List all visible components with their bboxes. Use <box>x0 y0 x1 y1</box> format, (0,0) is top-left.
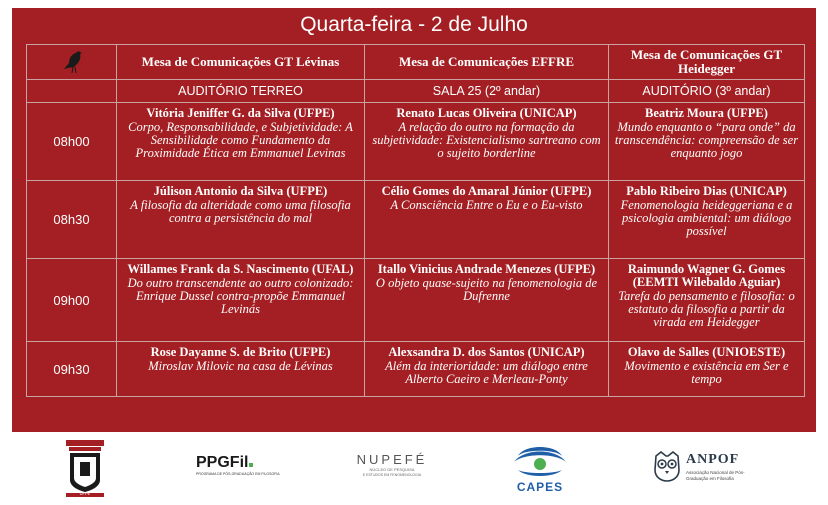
time-label: 09h30 <box>27 342 117 397</box>
header-corner <box>27 45 117 80</box>
venue-corner <box>27 80 117 103</box>
session-cell <box>117 259 365 342</box>
time-slot-row <box>27 259 805 342</box>
venue-levinas: AUDITÓRIO TERREO <box>117 80 365 103</box>
owl-icon <box>652 450 682 482</box>
venue-row <box>27 80 805 103</box>
talk-title: A relação do outro na formação da subjetividade: Existencialismo sartreano com o sujeito borderline <box>372 120 601 160</box>
session-cell <box>117 181 365 259</box>
talk-title: Fenomenologia heideggeriana e a psicologia ambiental: um diálogo possível <box>620 198 793 238</box>
bird-icon <box>59 48 85 74</box>
schedule-table <box>26 44 805 397</box>
speaker-name: Beatriz Moura (UFPE) <box>645 106 768 120</box>
nupefe-name: NUPEFÉ <box>356 452 428 467</box>
capes-name: CAPES <box>516 480 564 494</box>
schedule-panel <box>12 8 816 432</box>
time-label: 09h00 <box>27 259 117 342</box>
capes-logo <box>512 440 568 500</box>
talk-title: Tarefa do pensamento e filosofia: o estatuto da filosofia a partir da virada em Heidegger <box>618 289 795 329</box>
column-header-heidegger: Mesa de Comunicações GT Heidegger <box>609 45 805 80</box>
speaker-name: Alexsandra D. dos Santos (UNICAP) <box>388 345 585 359</box>
talk-title: Além da interioridade: um diálogo entre Alberto Caeiro e Merleau-Ponty <box>385 359 588 386</box>
time-label: 08h30 <box>27 181 117 259</box>
talk-title: A Consciência Entre o Eu e o Eu-visto <box>390 198 583 212</box>
time-slot-row <box>27 181 805 259</box>
time-slot-row <box>27 103 805 181</box>
session-cell <box>365 103 609 181</box>
ppgfil-logo <box>196 454 280 484</box>
nupefe-line1: NÚCLEO DE PESQUISA <box>369 467 415 472</box>
anpof-caption: Associação Nacional de Pós-Graduação em Filosofia <box>686 470 745 481</box>
speaker-name: Olavo de Salles (UNIOESTE) <box>627 345 786 359</box>
speaker-name: Itallo Vinicius Andrade Menezes (UFPE) <box>377 262 596 276</box>
talk-title: Miroslav Milovic na casa de Lévinas <box>148 359 333 373</box>
session-cell <box>609 103 805 181</box>
time-slot-row <box>27 342 805 397</box>
speaker-name: Júlison Antonio da Silva (UFPE) <box>153 184 328 198</box>
column-header-effre: Mesa de Comunicações EFFRE <box>365 45 609 80</box>
ufpe-logo <box>66 440 104 500</box>
speaker-name: Raimundo Wagner G. Gomes (EEMTI Wilebaldo Aguiar) <box>627 262 786 289</box>
speaker-name: Willames Frank da S. Nascimento (UFAL) <box>127 262 354 276</box>
speaker-name: Pablo Ribeiro Dias (UNICAP) <box>626 184 787 198</box>
ufpe-caption: UFPE <box>79 491 91 496</box>
ppgfil-caption: PROGRAMA DE PÓS-GRADUAÇÃO EM FILOSOFIA <box>196 472 280 476</box>
talk-title: Do outro transcendente ao outro colonizado: Enrique Dussel contra-propõe Emmanuel Levinás <box>127 276 354 316</box>
anpof-logo <box>652 450 762 486</box>
talk-title: O objeto quase-sujeito na fenomenologia de Dufrenne <box>375 276 598 303</box>
speaker-name: Renato Lucas Oliveira (UNICAP) <box>396 106 577 120</box>
talk-title: Movimento e existência em Ser e tempo <box>624 359 789 386</box>
session-cell <box>117 103 365 181</box>
sponsor-logos <box>0 432 828 502</box>
ppgfil-name: PPGFil <box>196 454 249 471</box>
session-cell <box>609 259 805 342</box>
speaker-name: Rose Dayanne S. de Brito (UFPE) <box>150 345 331 359</box>
talk-title: A filosofia da alteridade como uma filosofia contra a persistência do mal <box>130 198 351 225</box>
page-title: Quarta-feira - 2 de Julho <box>300 13 528 36</box>
session-cell <box>609 342 805 397</box>
session-cell <box>117 342 365 397</box>
nupefe-line2: E ESTUDOS EM FENOMENOLOGIA <box>362 473 422 477</box>
venue-heidegger: AUDITÓRIO (3º andar) <box>609 80 805 103</box>
venue-effre: SALA 25 (2º andar) <box>365 80 609 103</box>
header-row <box>27 45 805 80</box>
session-cell <box>609 181 805 259</box>
session-cell <box>365 342 609 397</box>
capes-emblem-icon <box>512 440 568 480</box>
session-cell <box>365 181 609 259</box>
session-cell <box>365 259 609 342</box>
green-dot-icon <box>249 463 253 467</box>
speaker-name: Vitória Jeniffer G. da Silva (UFPE) <box>146 106 335 120</box>
talk-title: Corpo, Responsabilidade, e Subjetividade: A Sensibilidade como Fundamento da Proximidade Ética em Emmanuel Levinas <box>128 120 353 160</box>
nupefe-logo <box>352 452 432 486</box>
talk-title: Mundo enquanto o “para onde” da transcendência: compreensão de ser enquanto jogo <box>614 120 799 160</box>
anpof-name: ANPOF <box>686 452 740 467</box>
column-header-levinas: Mesa de Comunicações GT Lévinas <box>117 45 365 80</box>
time-label: 08h00 <box>27 103 117 181</box>
speaker-name: Célio Gomes do Amaral Júnior (UFPE) <box>381 184 592 198</box>
